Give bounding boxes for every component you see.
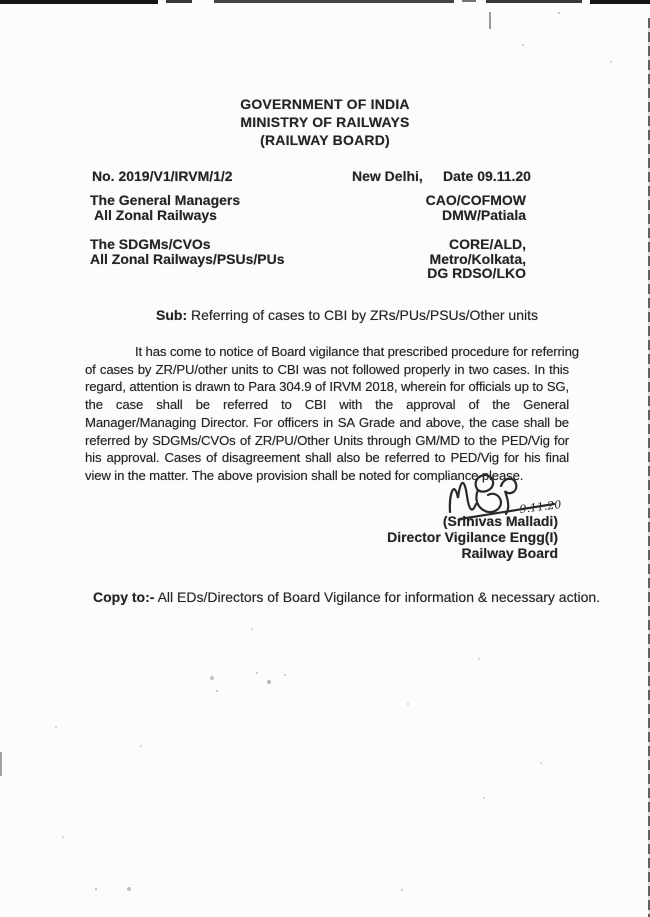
scan-edge-segment — [214, 0, 454, 3]
addressee-line: The General Managers — [90, 192, 241, 208]
signatory-name: (Srinivas Malladi) — [442, 513, 558, 529]
body-line: It has come to notice of Board vigilance that prescribed procedure for referring — [135, 344, 579, 359]
addressee-line: CAO/COFMOW — [425, 192, 526, 208]
scan-edge-segment — [0, 0, 158, 4]
letter-date: Date 09.11.20 — [443, 168, 531, 184]
body-line: referred by SDGMs/CVOs of ZR/PU/Other Units through GM/MD to the PED/Vig for — [85, 432, 569, 448]
scan-edge-segment — [486, 0, 582, 3]
letterhead-ministry: MINISTRY OF RAILWAYS — [240, 114, 410, 130]
addressee-line: All Zonal Railways/PSUs/PUs — [90, 250, 285, 267]
letterhead — [0, 95, 650, 149]
copy-to-text: All EDs/Directors of Board Vigilance for information & necessary action. — [157, 589, 601, 605]
addressee-line: DG RDSO/LKO — [427, 265, 526, 282]
body-line: Manager/Managing Director. For officers in SA Grade and above, the case shall be — [85, 414, 569, 430]
scan-top-edge-artifact — [0, 0, 650, 7]
subject-text: Referring of cases to CBI by ZRs/PUs/PSUs/Other units — [191, 307, 539, 323]
scan-scratch-mark — [489, 12, 491, 29]
file-number: No. 2019/V1/IRVM/1/2 — [92, 168, 233, 184]
letterhead-country: GOVERNMENT OF INDIA — [240, 96, 410, 112]
scan-speckle-noise — [0, 0, 2, 2]
body-line: view in the matter. The above provision shall be noted for compliance please. — [85, 467, 524, 483]
subject-line — [156, 307, 538, 323]
signatory-organization: Railway Board — [461, 544, 558, 561]
addressee-line: All Zonal Railways — [94, 206, 217, 223]
addressee-line: The SDGMs/CVOs — [90, 236, 211, 252]
letter-body — [85, 343, 579, 485]
copy-to-line — [93, 589, 600, 605]
reference-row — [0, 168, 650, 186]
addressee-general-managers — [90, 193, 240, 222]
signatory-designation: Director Vigilance Engg(I) — [387, 528, 558, 545]
body-line: his approval. Cases of disagreement shall also be referred to PED/Vig for his final — [85, 450, 569, 466]
addressee-units-2 — [427, 237, 526, 281]
addressee-sdgms-cvos — [90, 237, 285, 266]
addressee-line: DMW/Patiala — [441, 206, 526, 223]
letterhead-board: (RAILWAY BOARD) — [260, 132, 390, 148]
subject-label: Sub: — [156, 307, 188, 323]
scan-edge-segment — [462, 0, 476, 2]
addressee-line: CORE/ALD, — [449, 236, 526, 252]
copy-to-label: Copy to:- — [93, 589, 155, 605]
scan-edge-segment — [590, 0, 650, 4]
scan-edge-segment — [166, 0, 192, 3]
signatory-block — [387, 514, 558, 562]
handwritten-date: 9.11.20 — [518, 497, 563, 516]
body-line: the case shall be referred to CBI with the approval of the General — [85, 397, 569, 413]
addressee-units-1 — [426, 193, 526, 222]
place-of-issue: New Delhi, — [352, 168, 423, 184]
scan-left-edge-mark — [0, 752, 2, 776]
body-line: of cases by ZR/PU/other units to CBI was not followed properly in two cases. In this — [85, 361, 569, 377]
addressee-line: Metro/Kolkata, — [429, 250, 526, 267]
body-line: regard, attention is drawn to Para 304.9 of IRVM 2018, wherein for officials up to SG, — [85, 379, 569, 395]
